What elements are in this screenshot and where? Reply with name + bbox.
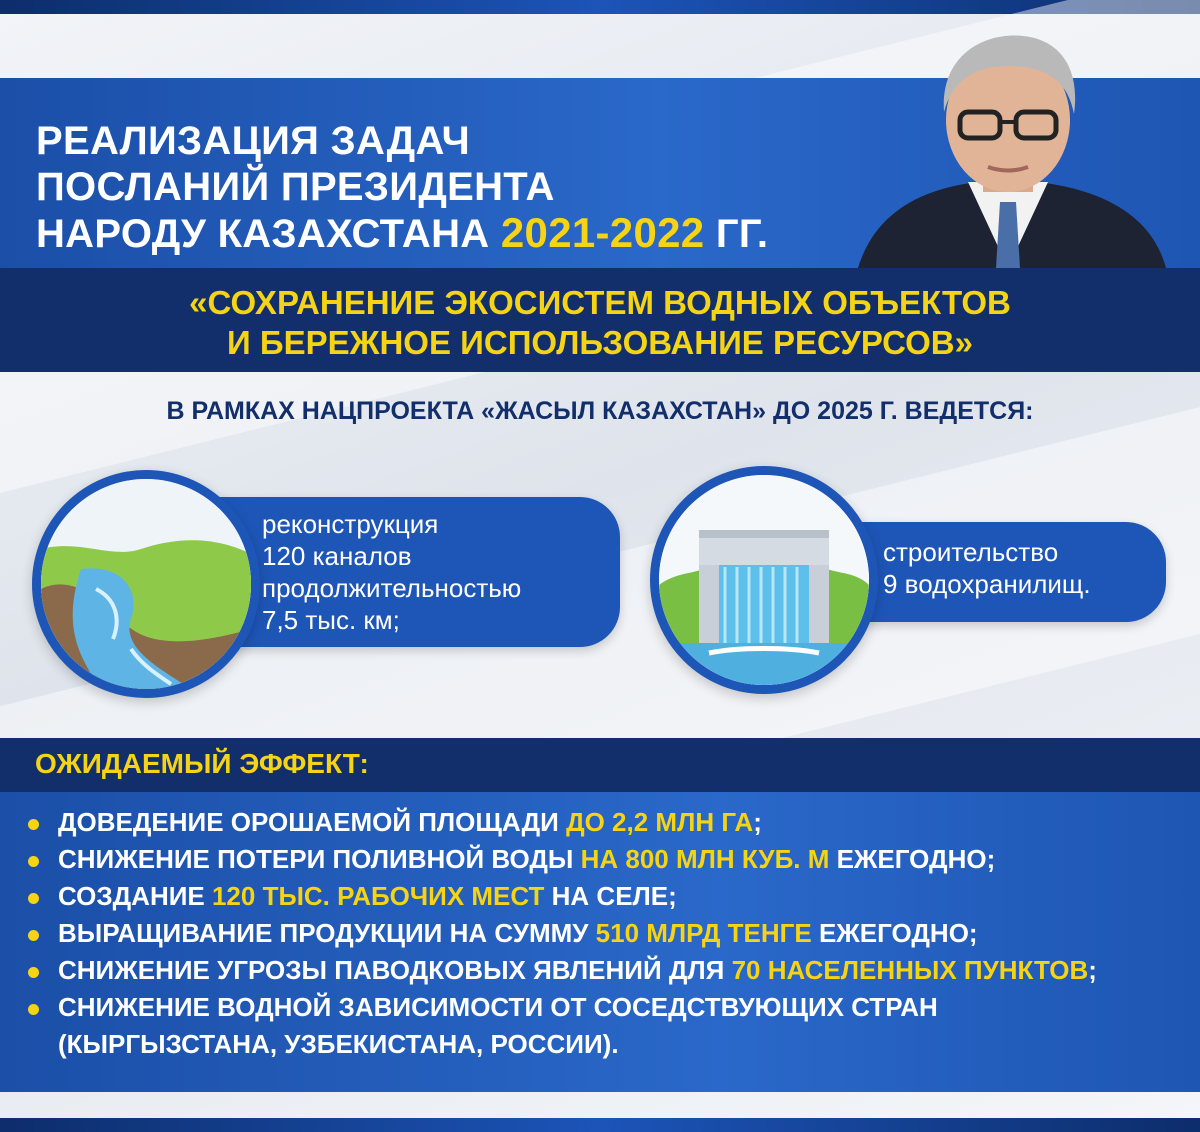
card-reservoirs-line-2: 9 водохранилищ.: [883, 569, 1091, 599]
effect-item-highlight: 70 НАСЕЛЕННЫХ ПУНКТОВ: [731, 955, 1089, 985]
title-years: 2021-2022: [500, 209, 705, 256]
subtitle: [0, 283, 1200, 363]
effect-item: [24, 952, 1196, 989]
effect-title: ОЖИДАЕМЫЙ ЭФФЕКТ:: [35, 748, 369, 779]
effect-item-highlight: 510 МЛРД ТЕНГЕ: [595, 918, 812, 948]
effect-item-tail: ;: [1088, 955, 1097, 985]
card-canals-text: [262, 508, 521, 636]
effect-item-text: СНИЖЕНИЕ ПОТЕРИ ПОЛИВНОЙ ВОДЫ: [58, 844, 581, 874]
effect-item: [24, 804, 1196, 841]
effect-item: [24, 989, 1196, 1063]
card-canals-line-4: 7,5 тыс. км;: [262, 605, 400, 635]
title-line-3-prefix: НАРОДУ КАЗАХСТАНА: [36, 212, 490, 256]
bullet-icon: [28, 856, 39, 867]
card-reservoirs-line-1: строительство: [883, 537, 1059, 567]
effect-item-continuation: (КЫРГЫЗСТАНА, УЗБЕКИСТАНА, РОССИИ).: [58, 1029, 619, 1059]
card-canals-line-3: продолжительностью: [262, 573, 522, 603]
title-line-2: ПОСЛАНИЙ ПРЕЗИДЕНТА: [36, 165, 555, 209]
card-canals-line-1: реконструкция: [262, 509, 439, 539]
card-reservoirs-text: [883, 536, 1091, 600]
title-line-3: [36, 210, 856, 257]
project-line: В РАМКАХ НАЦПРОЕКТА «ЖАСЫЛ КАЗАХСТАН» ДО 2025 Г. ВЕДЕТСЯ:: [166, 397, 1034, 425]
effect-item-text: ВЫРАЩИВАНИЕ ПРОДУКЦИИ НА СУММУ: [58, 918, 596, 948]
effect-item-tail: ЕЖЕГОДНО;: [829, 844, 996, 874]
effect-item: [24, 841, 1196, 878]
effect-item: [24, 878, 1196, 915]
effect-item-text: СНИЖЕНИЕ УГРОЗЫ ПАВОДКОВЫХ ЯВЛЕНИЙ ДЛЯ: [58, 955, 732, 985]
subtitle-line-1: «СОХРАНЕНИЕ ЭКОСИСТЕМ ВОДНЫХ ОБЪЕКТОВ: [189, 284, 1011, 321]
bullet-icon: [28, 967, 39, 978]
title-line-1: РЕАЛИЗАЦИЯ ЗАДАЧ: [36, 119, 470, 163]
effect-item-tail: ;: [753, 807, 762, 837]
card-reservoirs-circle: [650, 466, 878, 694]
page-title: [36, 118, 856, 257]
bullet-icon: [28, 930, 39, 941]
effect-item-tail: НА СЕЛЕ;: [544, 881, 677, 911]
effect-item-text: СНИЖЕНИЕ ВОДНОЙ ЗАВИСИМОСТИ ОТ СОСЕДСТВУЮЩИХ СТРАН: [58, 992, 938, 1022]
effect-item-text: СОЗДАНИЕ: [58, 881, 212, 911]
subtitle-line-2: И БЕРЕЖНОЕ ИСПОЛЬЗОВАНИЕ РЕСУРСОВ»: [227, 324, 973, 361]
bullet-icon: [28, 893, 39, 904]
effect-item-tail: ЕЖЕГОДНО;: [811, 918, 978, 948]
title-suffix: ГГ.: [715, 212, 769, 256]
card-canals-line-2: 120 каналов: [262, 541, 412, 571]
river-icon: [41, 479, 251, 689]
effect-item-text: ДОВЕДЕНИЕ ОРОШАЕМОЙ ПЛОЩАДИ: [58, 807, 567, 837]
card-canals-circle: [32, 470, 260, 698]
bullet-icon: [28, 1004, 39, 1015]
dam-icon: [659, 475, 869, 685]
effect-item-highlight: ДО 2,2 МЛН ГА: [566, 807, 754, 837]
effect-item-highlight: НА 800 МЛН КУБ. М: [580, 844, 830, 874]
effect-item-highlight: 120 ТЫС. РАБОЧИХ МЕСТ: [211, 881, 545, 911]
effect-item: [24, 915, 1196, 952]
bullet-icon: [28, 819, 39, 830]
effects-list: [24, 804, 1196, 1063]
president-portrait: [848, 22, 1166, 268]
